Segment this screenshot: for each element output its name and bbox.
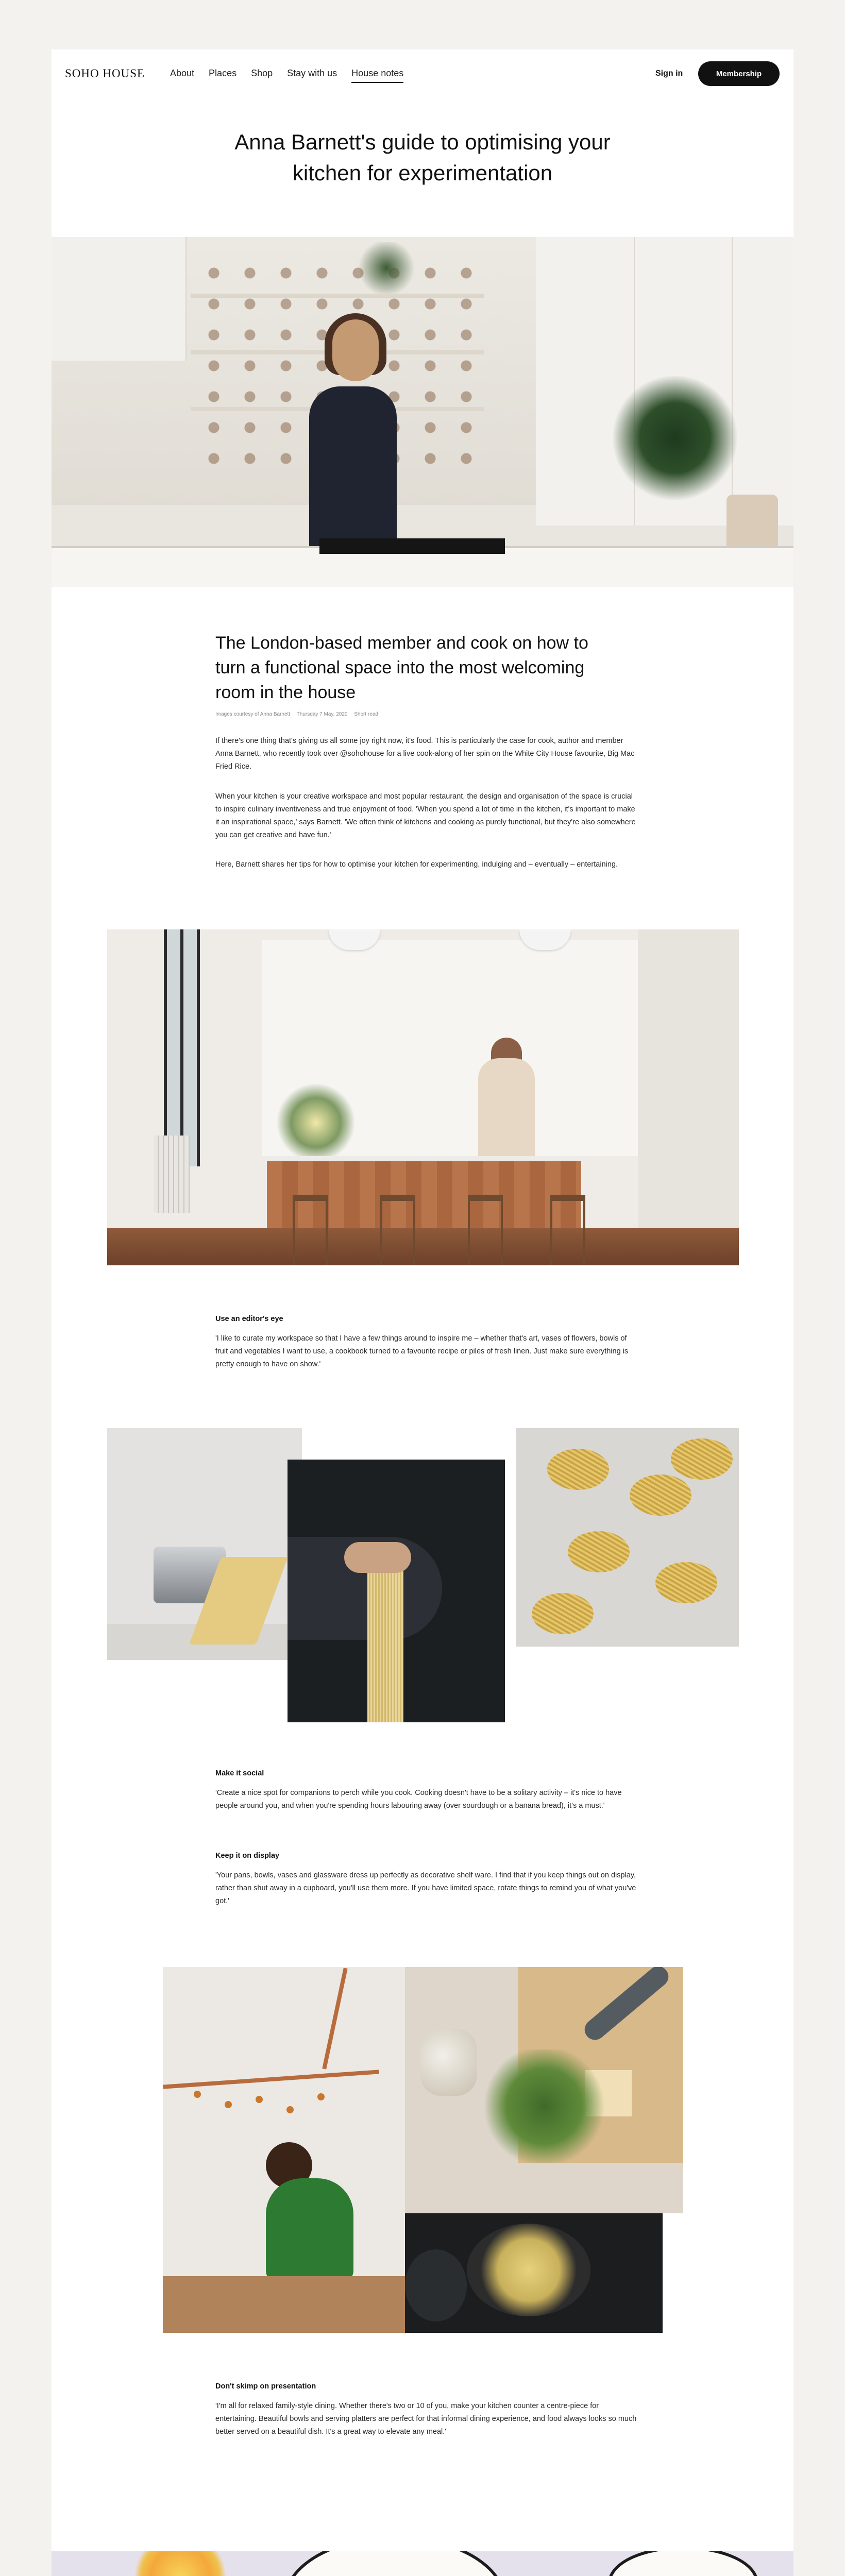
kitchen-island-image <box>107 929 739 1265</box>
hand-pasta-image <box>288 1460 505 1722</box>
section-body: 'Create a nice spot for companions to perch while you cook. Cooking doesn't have to be a solitary activity – it's nice to have people around you, and when you're spending hours labouring away (over sourdough or a banana bread), it's a must.' <box>215 1789 622 1810</box>
main-nav <box>170 68 403 83</box>
herbs-board-image <box>405 1967 683 2213</box>
membership-button[interactable]: Membership <box>698 61 780 86</box>
publish-date: Thursday 7 May, 2020 <box>296 711 348 717</box>
nav-about[interactable]: About <box>170 68 195 78</box>
section-body: 'I'm all for relaxed family-style dining. Whether there's two or 10 of you, make your kitchen counter a centre-piece for entertaining. Beautiful bowls and serving platters are perfect for that informal dining experience, and food always looks so much better served on a beautiful dish. It's a great way to elevate any meal.' <box>215 2402 637 2436</box>
article-title: Anna Barnett's guide to optimising your kitchen for experimentation <box>234 130 611 185</box>
logo[interactable]: SOHO HOUSE <box>65 67 145 80</box>
hero-kitchen-image <box>52 237 793 587</box>
section-heading: Don't skimp on presentation <box>215 2382 316 2391</box>
nav-stay-with-us[interactable]: Stay with us <box>287 68 337 78</box>
intro-paragraph: Here, Barnett shares her tips for how to optimise your kitchen for experimenting, indulging and – eventually – entertaining. <box>215 860 618 869</box>
intro-paragraph: If there's one thing that's giving us all some joy right now, it's food. This is particularly the case for cook, author and member Anna Barnett, who recently took over @sohohouse for a live cook-along of her spin on the White City House favourite, Big Mac Fried Rice. <box>215 737 635 771</box>
image-credit: Images courtesy of Anna Barnett <box>215 711 291 717</box>
table-spread-image <box>52 2551 793 2576</box>
section-heading: Keep it on display <box>215 1852 280 1860</box>
stove-pan-image <box>405 2213 663 2333</box>
hosting-table-image <box>163 1967 405 2333</box>
intro-paragraph: When your kitchen is your creative workspace and most popular restaurant, the design and organisation of the space is crucial to inspire culinary inventiveness and true enjoyment of food. 'When you spend a lot of time in the kitchen, it's important to make it an inspirational space,' says Barnett. 'We often think of kitchens and cooking as purely functional, but they're also somewhere you can get creative and have fun.' <box>215 792 636 839</box>
section-heading: Use an editor's eye <box>215 1315 283 1323</box>
nav-house-notes[interactable]: House notes <box>351 68 403 83</box>
nav-shop[interactable]: Shop <box>251 68 273 78</box>
section-body: 'Your pans, bowls, vases and glassware dress up perfectly as decorative shelf ware. I find that if you keep things out on display, rather than shut away in a cupboard, you'll use them more. If you have limited space, rotate things to remind you of what you've got.' <box>215 1871 636 1905</box>
article-credit <box>215 711 383 717</box>
section-heading: Make it social <box>215 1769 264 1777</box>
page <box>52 49 793 2576</box>
pasta-machine-image <box>107 1428 302 1660</box>
nav-places[interactable]: Places <box>209 68 237 78</box>
sign-in-link[interactable]: Sign in <box>655 69 683 78</box>
article-subtitle: The London-based member and cook on how to turn a functional space into the most welcoming room in the house <box>215 633 588 702</box>
read-time: Short read <box>354 711 378 717</box>
pasta-nests-image <box>516 1428 739 1647</box>
section-body: 'I like to curate my workspace so that I have a few things around to inspire me – whether that's art, vases of flowers, bowls of fruit and vegetables I want to use, a cookbook turned to a favourite recipe or piles of fresh linen. Just make sure everything is pretty enough to have on show.' <box>215 1334 629 1368</box>
